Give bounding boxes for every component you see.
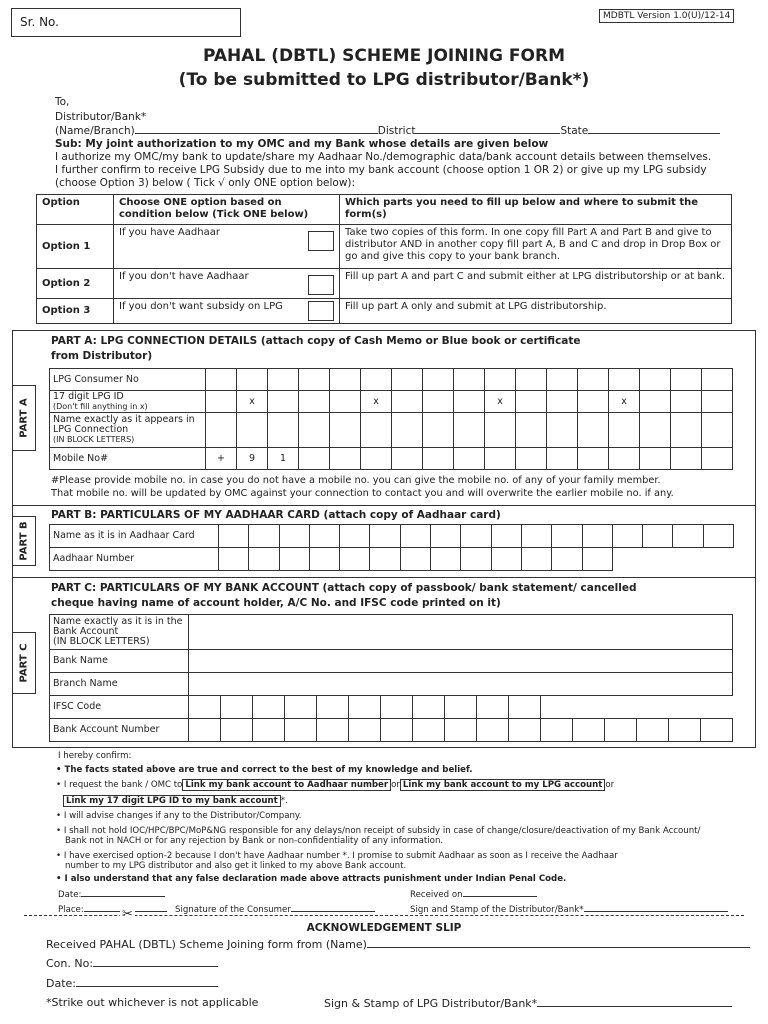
ack-stamp-line: Sign & Stamp of LPG Distributor/Bank* (324, 997, 732, 1010)
character-box[interactable] (361, 369, 392, 391)
character-box[interactable] (671, 369, 702, 391)
character-box[interactable] (521, 548, 551, 571)
character-box[interactable] (413, 719, 445, 742)
character-box[interactable] (509, 696, 541, 719)
character-box[interactable] (219, 525, 249, 548)
part-a-heading-2: from Distributor) (51, 350, 153, 362)
character-box[interactable] (431, 548, 461, 571)
character-box[interactable] (253, 696, 285, 719)
character-box[interactable] (206, 391, 237, 413)
character-box[interactable] (349, 696, 381, 719)
character-box[interactable] (249, 548, 279, 571)
option-name: Option 1 (37, 225, 114, 269)
character-box[interactable] (509, 719, 541, 742)
character-box[interactable] (701, 719, 733, 742)
character-box[interactable] (392, 413, 423, 448)
to-label: To, (55, 96, 70, 108)
aadhaar-number-label: Aadhaar Number (50, 548, 219, 571)
scissors-icon: ✂ (122, 907, 133, 922)
name-branch-field[interactable] (135, 124, 378, 134)
character-box[interactable] (552, 548, 582, 571)
aadhaar-number-row (50, 548, 734, 571)
declaration-bullet-cont: number to my LPG distributor and also get it linked to my above Bank account. (65, 861, 407, 871)
options-table (36, 194, 732, 324)
option-1-checkbox[interactable] (308, 231, 334, 251)
character-box[interactable] (541, 719, 573, 742)
ack-footnote: *Strike out whichever is not applicable (46, 996, 259, 1009)
subject-line: Sub: My joint authorization to my OMC and my Bank whose details are given below (55, 138, 549, 150)
empty-cell (573, 696, 605, 719)
part-c-table (49, 614, 733, 742)
character-box[interactable] (609, 448, 640, 470)
character-box[interactable] (445, 719, 477, 742)
date-line: Date: (58, 887, 165, 900)
aadhaar-name-row (50, 525, 734, 548)
part-a-heading: PART A: LPG CONNECTION DETAILS (attach copy of Cash Memo or Blue book or certificate (51, 335, 581, 347)
mobile-row (50, 448, 733, 470)
character-box[interactable] (249, 525, 279, 548)
character-box[interactable] (454, 413, 485, 448)
character-box[interactable] (268, 369, 299, 391)
character-box[interactable] (609, 413, 640, 448)
version-label: MDBTL Version 1.0(U)/12-14 (599, 9, 734, 23)
character-box[interactable] (605, 719, 637, 742)
character-box[interactable] (268, 413, 299, 448)
link-aadhaar-option[interactable]: Link my bank account to Aadhaar number (182, 779, 391, 791)
part-b-heading: PART B: PARTICULARS OF MY AADHAAR CARD (attach copy of Aadhaar card) (51, 509, 501, 521)
character-box[interactable] (221, 696, 253, 719)
character-box[interactable] (477, 719, 509, 742)
character-box[interactable] (516, 413, 547, 448)
character-box[interactable] (279, 525, 309, 548)
ack-date-line: Date: (46, 977, 218, 990)
branch-name-label: Branch Name (50, 673, 189, 696)
authorization-line-1: I authorize my OMC/my bank to update/share my Aadhaar No./demographic data/bank account details between themselves. (55, 151, 712, 163)
bank-name-row (50, 650, 733, 673)
character-box[interactable] (309, 525, 339, 548)
ack-received-line: Received PAHAL (DBTL) Scheme Joining form from (Name) (46, 938, 750, 951)
ack-name-field[interactable] (367, 938, 750, 948)
address-line (55, 124, 720, 137)
serial-number-label: Sr. No. (20, 15, 59, 29)
prefilled-cell: + (206, 448, 237, 470)
bank-account-name-label: Name exactly as it is in the Bank Account (IN BLOCK LETTERS) (50, 615, 189, 650)
character-box[interactable] (612, 525, 642, 548)
character-box[interactable] (552, 525, 582, 548)
character-box[interactable] (381, 696, 413, 719)
lpg-name-row (50, 413, 733, 448)
bank-name-field[interactable] (189, 650, 733, 673)
character-box[interactable] (370, 525, 400, 548)
form-subtitle: (To be submitted to LPG distributor/Bank*) (178, 70, 590, 90)
character-box[interactable] (578, 369, 609, 391)
character-box[interactable] (423, 448, 454, 470)
character-box[interactable] (582, 525, 612, 548)
option-condition: If you don't want subsidy on LPG (119, 301, 283, 312)
date-field[interactable] (81, 887, 165, 897)
character-box[interactable] (189, 696, 221, 719)
lpg-id-label: 17 digit LPG ID (Don't fill anything in x) (50, 391, 206, 413)
character-box[interactable] (573, 719, 605, 742)
character-box[interactable] (206, 369, 237, 391)
consumer-no-row (50, 369, 733, 391)
prefilled-cell: 1 (268, 448, 299, 470)
character-box[interactable] (253, 719, 285, 742)
character-box[interactable] (702, 413, 733, 448)
option-3-checkbox[interactable] (308, 301, 334, 321)
character-box[interactable] (268, 391, 299, 413)
prefilled-cell: x (361, 391, 392, 413)
character-box[interactable] (643, 525, 673, 548)
consumer-signature-line: Signature of the Consumer (175, 902, 375, 915)
empty-cell (612, 548, 642, 571)
character-box[interactable] (381, 719, 413, 742)
character-box[interactable] (317, 696, 349, 719)
character-box[interactable] (285, 719, 317, 742)
authorization-line-2: I further confirm to receive LPG Subsidy due to me into my bank account (choose option 1 OR 2) or give up my LPG subsidy (55, 164, 707, 176)
ifsc-row (50, 696, 733, 719)
place-line: Place: (58, 902, 167, 915)
character-box[interactable] (547, 369, 578, 391)
character-box[interactable] (547, 391, 578, 413)
ack-con-no-line: Con. No: (46, 957, 218, 970)
declaration-bullet-cont: Bank not in NACH or for any rejection by Bank or non-confidentiality of any information. (65, 836, 444, 846)
character-box[interactable] (206, 413, 237, 448)
ack-stamp-field[interactable] (537, 997, 732, 1007)
character-box[interactable] (237, 413, 268, 448)
character-box[interactable] (485, 413, 516, 448)
bank-name-label: Bank Name (50, 650, 189, 673)
character-box[interactable] (454, 448, 485, 470)
character-box[interactable] (340, 548, 370, 571)
received-on-field[interactable] (463, 887, 537, 897)
option-2-checkbox[interactable] (308, 275, 334, 295)
authorization-line-3: (choose Option 3) below ( Tick √ only ONE option below): (55, 177, 356, 189)
character-box[interactable] (640, 369, 671, 391)
empty-cell (637, 696, 669, 719)
condition-header: Choose ONE option based on condition below (Tick ONE below) (114, 195, 340, 225)
prefilled-cell: x (485, 391, 516, 413)
character-box[interactable] (640, 448, 671, 470)
character-box[interactable] (547, 413, 578, 448)
character-box[interactable] (491, 548, 521, 571)
character-box[interactable] (189, 719, 221, 742)
character-box[interactable] (423, 369, 454, 391)
part-divider (12, 505, 756, 506)
declaration-bullet: • I have exercised option-2 because I don't have Aadhaar number *. I promise to submit Aadhaar as soon as I receive the Aadhaar (56, 851, 618, 861)
character-box[interactable] (299, 448, 330, 470)
character-box[interactable] (673, 525, 703, 548)
part-c-side-label: PART C (12, 632, 36, 694)
character-box[interactable] (578, 391, 609, 413)
empty-cell (605, 696, 637, 719)
bank-account-name-field[interactable] (189, 615, 733, 650)
character-box[interactable] (309, 548, 339, 571)
link-lpg-id-option[interactable]: Link my 17 digit LPG ID to my bank account (63, 795, 281, 807)
character-box[interactable] (640, 413, 671, 448)
character-box[interactable] (671, 391, 702, 413)
declaration-bullet: • I also understand that any false declaration made above attracts punishment under Indian Penal Code. (56, 874, 567, 884)
character-box[interactable] (317, 719, 349, 742)
ack-title: ACKNOWLEDGEMENT SLIP (306, 922, 462, 934)
ack-date-field[interactable] (76, 977, 218, 987)
declaration-link-line: Link my 17 digit LPG ID to my bank account *. (63, 796, 288, 806)
part-b-table (49, 524, 734, 571)
part-c-heading: PART C: PARTICULARS OF MY BANK ACCOUNT (attach copy of passbook/ bank statement/ cancelled (51, 582, 637, 594)
part-a-table (49, 368, 733, 470)
name-branch-label: (Name/Branch) (55, 125, 135, 137)
character-box[interactable] (330, 413, 361, 448)
character-box[interactable] (400, 548, 430, 571)
aadhaar-name-label: Name as it is in Aadhaar Card (50, 525, 219, 548)
part-divider (12, 577, 756, 578)
lpg-name-label: Name exactly as it appears in LPG Connection (IN BLOCK LETTERS) (50, 413, 206, 448)
option-instruction: Fill up part A and part C and submit either at LPG distributorship or at bank. (340, 269, 732, 299)
character-box[interactable] (521, 525, 551, 548)
state-label: State (560, 125, 589, 137)
prefilled-cell: x (237, 391, 268, 413)
declaration-bullet: • I shall not hold IOC/HPC/BPC/MoP&NG responsible for any delays/non receipt of subsidy in case of change/closure/deactivation of my Bank Account/ (56, 826, 701, 836)
received-on-line: Received on (410, 887, 537, 900)
character-box[interactable] (671, 448, 702, 470)
declaration-bullet: • I request the bank / OMC to Link my bank account to Aadhaar number or Link my bank account to my LPG account or (56, 780, 615, 790)
character-box[interactable] (221, 719, 253, 742)
character-box[interactable] (516, 448, 547, 470)
part-a-side-label: PART A (12, 385, 36, 451)
character-box[interactable] (609, 369, 640, 391)
character-box[interactable] (299, 369, 330, 391)
option-instruction: Take two copies of this form. In one copy fill Part A and Part B and give to distributor AND in another copy fill part A, B and C and drop in Drop Box or go and give this copy to your bank branch. (340, 225, 732, 269)
character-box[interactable] (392, 369, 423, 391)
character-box[interactable] (702, 448, 733, 470)
character-box[interactable] (392, 448, 423, 470)
option-condition: If you don't have Aadhaar (119, 271, 249, 282)
option-condition: If you have Aadhaar (119, 227, 220, 238)
character-box[interactable] (637, 719, 669, 742)
character-box[interactable] (516, 369, 547, 391)
part-b-side-label: PART B (12, 516, 36, 566)
option-name: Option 2 (37, 269, 114, 299)
prefilled-cell: x (609, 391, 640, 413)
instruction-header: Which parts you need to fill up below and where to submit the form(s) (340, 195, 732, 225)
character-box[interactable] (361, 413, 392, 448)
consumer-no-label: LPG Consumer No (50, 369, 206, 391)
bank-account-name-row (50, 615, 733, 650)
character-box[interactable] (485, 448, 516, 470)
mobile-note-2: That mobile no. will be updated by OMC against your connection to contact you and will overwrite the earlier mobile no. if any. (51, 488, 674, 499)
character-box[interactable] (578, 413, 609, 448)
character-box[interactable] (703, 525, 733, 548)
character-box[interactable] (491, 525, 521, 548)
character-box[interactable] (702, 391, 733, 413)
confirm-intro: I hereby confirm: (58, 751, 132, 761)
distributor-stamp-field[interactable] (584, 902, 728, 912)
character-box[interactable] (445, 696, 477, 719)
declaration-bullet: • I will advise changes if any to the Distributor/Company. (56, 811, 302, 821)
character-box[interactable] (299, 413, 330, 448)
empty-cell (643, 548, 673, 571)
character-box[interactable] (671, 413, 702, 448)
empty-cell (703, 548, 733, 571)
character-box[interactable] (340, 525, 370, 548)
declaration-bullet: • The facts stated above are true and correct to the best of my knowledge and belief. (56, 765, 473, 775)
option-header: Option (37, 195, 114, 225)
district-field[interactable] (415, 124, 560, 134)
serial-number-box[interactable] (11, 8, 241, 37)
distributor-label: Distributor/Bank* (55, 111, 147, 123)
prefilled-cell: 9 (237, 448, 268, 470)
district-label: District (377, 125, 416, 137)
character-box[interactable] (461, 548, 491, 571)
consumer-signature-field[interactable] (291, 902, 375, 912)
lpg-id-row (50, 391, 733, 413)
distributor-stamp-line: Sign and Stamp of the Distributor/Bank* (410, 902, 728, 915)
character-box[interactable] (219, 548, 249, 571)
option-row (37, 225, 732, 269)
character-box[interactable] (392, 391, 423, 413)
character-box[interactable] (423, 413, 454, 448)
empty-cell (673, 548, 703, 571)
character-box[interactable] (285, 696, 317, 719)
character-box[interactable] (370, 548, 400, 571)
link-lpg-account-option[interactable]: Link my bank account to my LPG account (400, 779, 605, 791)
option-instruction: Fill up part A only and submit at LPG distributorship. (340, 299, 732, 324)
character-box[interactable] (400, 525, 430, 548)
character-box[interactable] (578, 448, 609, 470)
character-box[interactable] (279, 548, 309, 571)
character-box[interactable] (349, 719, 381, 742)
character-box[interactable] (454, 369, 485, 391)
character-box[interactable] (640, 391, 671, 413)
part-c-heading-2: cheque having name of account holder, A/C No. and IFSC code printed on it) (51, 597, 501, 609)
character-box[interactable] (237, 369, 268, 391)
character-box[interactable] (330, 448, 361, 470)
form-title: PAHAL (DBTL) SCHEME JOINING FORM (203, 46, 565, 66)
empty-cell (701, 696, 733, 719)
mobile-note-1: #Please provide mobile no. in case you do not have a mobile no. you can give the mobile no. of any of your family member. (51, 475, 661, 486)
character-box[interactable] (547, 448, 578, 470)
character-box[interactable] (485, 369, 516, 391)
empty-cell (541, 696, 573, 719)
option-row (37, 299, 732, 324)
character-box[interactable] (423, 391, 454, 413)
account-number-row (50, 719, 733, 742)
empty-cell (669, 696, 701, 719)
character-box[interactable] (461, 525, 491, 548)
mobile-label: Mobile No# (50, 448, 206, 470)
state-field[interactable] (588, 124, 720, 134)
branch-name-row (50, 673, 733, 696)
option-row (37, 269, 732, 299)
character-box[interactable] (477, 696, 509, 719)
character-box[interactable] (330, 391, 361, 413)
character-box[interactable] (299, 391, 330, 413)
character-box[interactable] (431, 525, 461, 548)
ack-con-no-field[interactable] (93, 957, 218, 967)
character-box[interactable] (361, 448, 392, 470)
character-box[interactable] (454, 391, 485, 413)
character-box[interactable] (669, 719, 701, 742)
options-header-row (37, 195, 732, 225)
character-box[interactable] (330, 369, 361, 391)
ifsc-label: IFSC Code (50, 696, 189, 719)
branch-name-field[interactable] (189, 673, 733, 696)
character-box[interactable] (516, 391, 547, 413)
option-name: Option 3 (37, 299, 114, 324)
account-number-label: Bank Account Number (50, 719, 189, 742)
character-box[interactable] (413, 696, 445, 719)
character-box[interactable] (582, 548, 612, 571)
character-box[interactable] (702, 369, 733, 391)
